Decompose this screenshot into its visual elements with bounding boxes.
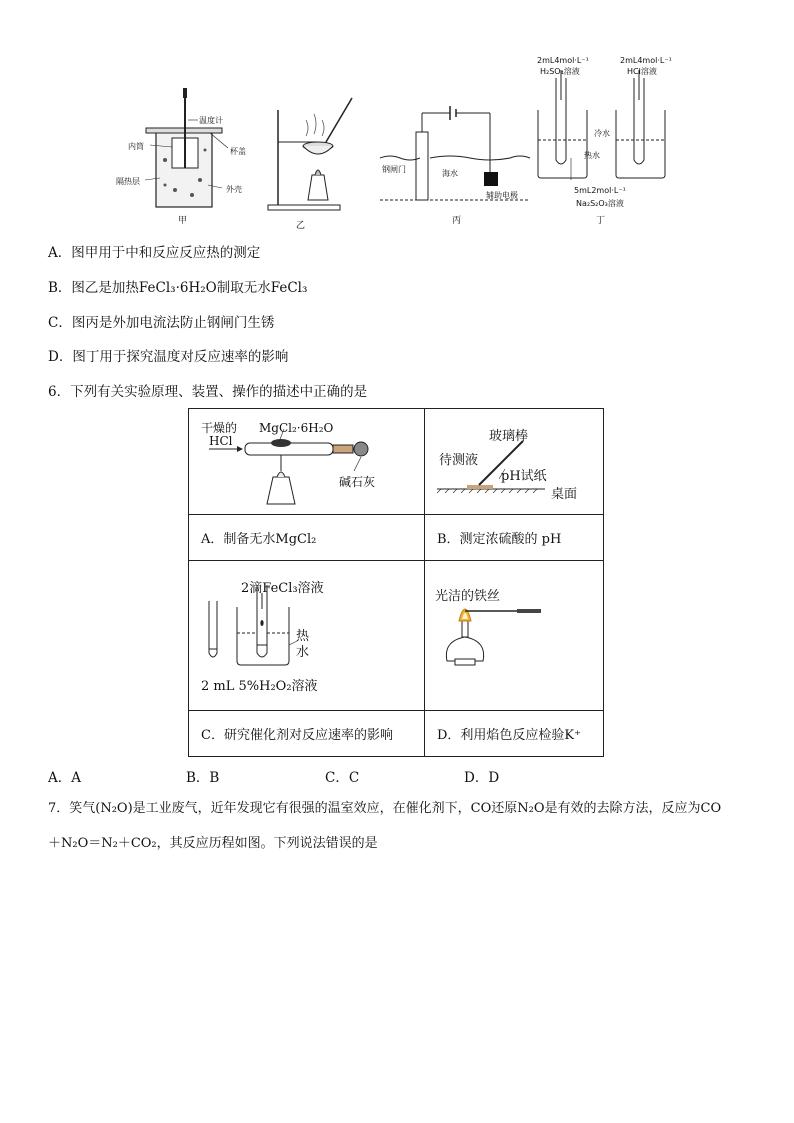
figure-ding <box>538 70 665 180</box>
label-hot-1: 热 <box>296 629 310 644</box>
q6-answer-c: C．C <box>325 770 360 786</box>
caption-ding: 丁 <box>596 216 606 226</box>
label-glass-rod: 玻璃棒 <box>489 429 529 444</box>
label-mgcl2: MgCl₂·6H₂O <box>259 421 334 435</box>
q6-stem: 6．下列有关实验原理、装置、操作的描述中正确的是 <box>48 384 368 400</box>
q5-option-b: B．图乙是加热FeCl₃·6H₂O制取无水FeCl₃ <box>48 280 308 296</box>
label-h2o2: 2 mL 5%H₂O₂溶液 <box>201 679 318 694</box>
label-thio1: 5mL2mol·L⁻¹ <box>574 186 626 195</box>
label-test-liquid: 待测液 <box>439 453 479 468</box>
label-hcl: HCl <box>209 434 233 448</box>
label-insulation: 隔热层 <box>116 177 140 186</box>
figure-jia <box>145 88 228 207</box>
cell-b-figure <box>425 409 604 515</box>
label-inner: 内筒 <box>128 142 144 151</box>
q5-option-a: A．图甲用于中和反应反应热的测定 <box>48 245 261 261</box>
label-shell: 外壳 <box>226 185 242 194</box>
q6-option-table <box>188 408 604 757</box>
label-left-acid: 2mL4mol·L⁻¹ <box>537 56 589 65</box>
label-hot: 热水 <box>584 151 600 160</box>
figure-yi <box>268 98 352 210</box>
label-right-acid: 2mL4mol·L⁻¹ <box>620 56 672 65</box>
caption-yi: 乙 <box>296 221 306 231</box>
q5-option-d: D．图丁用于探究温度对反应速率的影响 <box>48 349 289 365</box>
q7-line-2: ＋N₂O＝N₂＋CO₂，其反应历程如图。下列说法错误的是 <box>48 836 378 851</box>
cell-d-label: D．利用焰色反应检验K⁺ <box>425 711 604 757</box>
label-thio2: Na₂S₂O₃溶液 <box>576 199 624 208</box>
label-dry: 干燥的 <box>201 421 238 435</box>
cell-c-label: C．研究催化剂对反应速率的影响 <box>189 711 425 757</box>
q5-option-c: C．图丙是外加电流法防止钢闸门生锈 <box>48 315 275 331</box>
q6-answer-d: D．D <box>464 770 500 786</box>
label-hot-2: 水 <box>296 645 310 660</box>
label-seawater: 海水 <box>442 169 458 178</box>
label-iron-wire: 光洁的铁丝 <box>435 589 501 604</box>
q6-answer-b: B．B <box>186 770 220 786</box>
flame-test-setup <box>425 561 603 711</box>
label-ph-paper: pH试纸 <box>501 469 547 484</box>
label-soda-lime: 碱石灰 <box>339 475 376 489</box>
cell-a-label: A．制备无水MgCl₂ <box>189 515 425 561</box>
cell-d-figure <box>425 561 604 711</box>
figure-bing <box>380 106 530 200</box>
label-cold: 冷水 <box>594 129 610 138</box>
cell-b-label: B．测定浓硫酸的 pH <box>425 515 604 561</box>
label-lid: 杯盖 <box>230 147 246 156</box>
q7-line-1: 7．笑气(N₂O)是工业废气，近年发现它有很强的温室效应，在催化剂下，CO还原N₂O是有效的去除方法，反应为CO <box>48 801 722 816</box>
label-right-acid2: HCl溶液 <box>627 67 657 76</box>
label-gate: 钢闸门 <box>382 165 406 174</box>
top-figures <box>0 50 794 235</box>
label-electrode: 辅助电极 <box>486 191 518 200</box>
cell-a-figure <box>189 409 425 515</box>
cell-c-figure <box>189 561 425 711</box>
label-thermometer: 温度计 <box>199 116 223 125</box>
caption-jia: 甲 <box>178 216 188 226</box>
label-left-acid2: H₂SO₄溶液 <box>540 67 580 76</box>
q6-answer-a: A．A <box>48 770 81 786</box>
caption-bing: 丙 <box>452 216 462 226</box>
label-fecl3-drops: 2滴FeCl₃溶液 <box>241 581 324 596</box>
label-desk: 桌面 <box>551 487 578 502</box>
